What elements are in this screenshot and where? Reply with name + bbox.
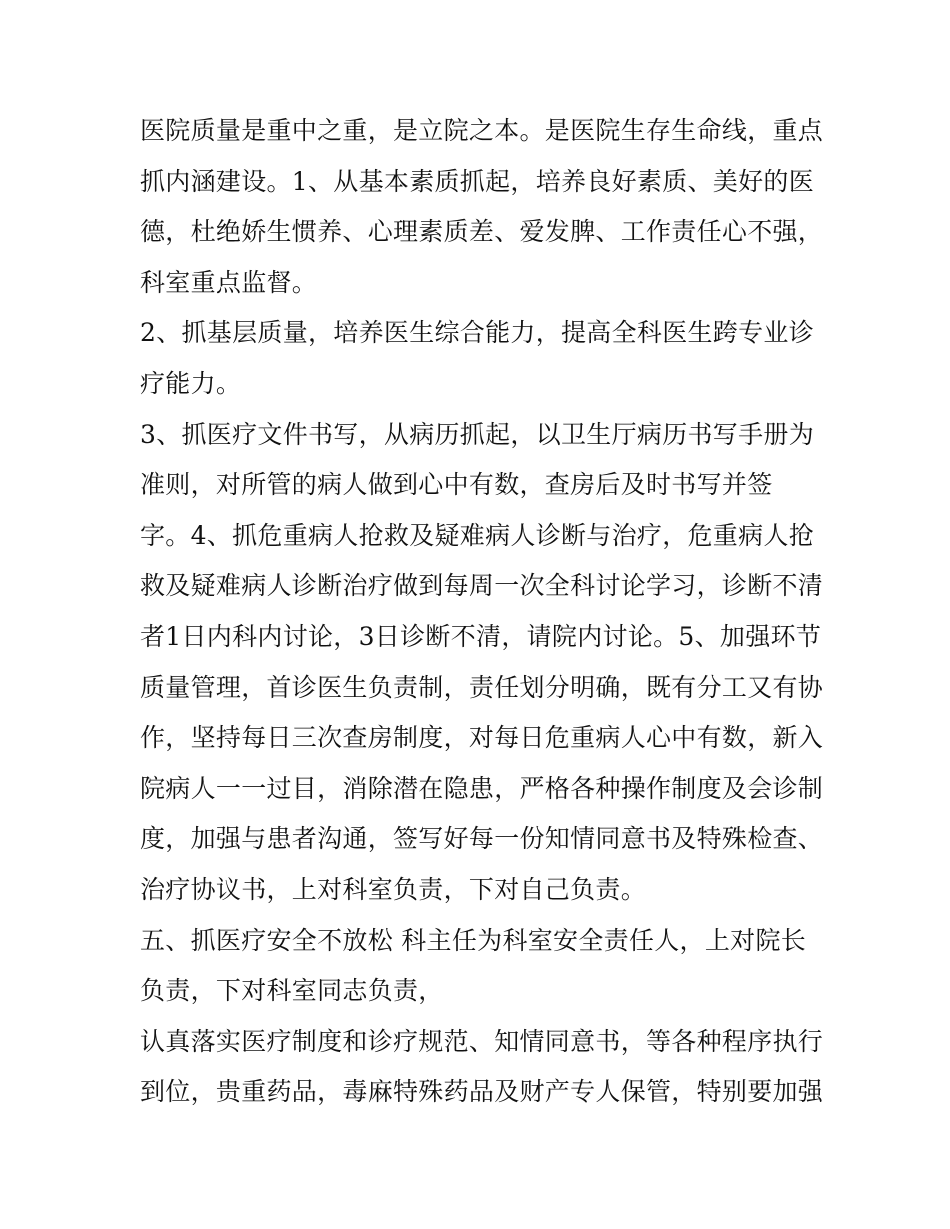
text-line: 2、抓基层质量，培养医生综合能力，提高全科医生跨专业诊 — [140, 318, 815, 348]
text-line: 度，加强与患者沟通，签写好每一份知情同意书及特殊检查、 — [140, 824, 824, 854]
text-line: 认真落实医疗制度和诊疗规范、知情同意书，等各种程序执行 — [140, 1026, 824, 1056]
text-line: 救及疑难病人诊断治疗做到每周一次全科讨论学习，诊断不清 — [140, 571, 824, 601]
text-line: 院病人一一过目，消除潜在隐患，严格各种操作制度及会诊制 — [140, 773, 824, 803]
text-line: 负责，下对科室同志负责， — [140, 976, 444, 1006]
text-line: 字。4、抓危重病人抢救及疑难病人诊断与治疗，危重病人抢 — [140, 520, 815, 550]
text-line: 科室重点监督。 — [140, 267, 318, 297]
body-text — [140, 106, 840, 1118]
text-line: 疗能力。 — [140, 368, 242, 398]
text-line: 3、抓医疗文件书写，从病历抓起，以卫生厅病历书写手册为 — [140, 419, 815, 449]
text-line: 质量管理，首诊医生负责制，责任划分明确，既有分工又有协 — [140, 672, 824, 702]
text-line: 作，坚持每日三次查房制度，对每日危重病人心中有数，新入 — [140, 723, 824, 753]
text-line: 到位，贵重药品，毒麻特殊药品及财产专人保管，特别要加强 — [140, 1077, 824, 1107]
text-line: 五、抓医疗安全不放松 科主任为科室安全责任人，上对院长 — [140, 925, 807, 955]
text-line: 抓内涵建设。1、从基本素质抓起，培养良好素质、美好的医 — [140, 166, 815, 196]
text-line: 准则，对所管的病人做到心中有数，查房后及时书写并签 — [140, 470, 773, 500]
text-line: 治疗协议书，上对科室负责，下对自己负责。 — [140, 874, 647, 904]
text-line: 德，杜绝娇生惯养、心理素质差、爱发脾、工作责任心不强， — [140, 217, 824, 247]
text-line: 医院质量是重中之重，是立院之本。是医院生存生命线，重点 — [140, 116, 824, 145]
text-line: 者1日内科内讨论，3日诊断不清，请院内讨论。5、加强环节 — [140, 621, 822, 651]
